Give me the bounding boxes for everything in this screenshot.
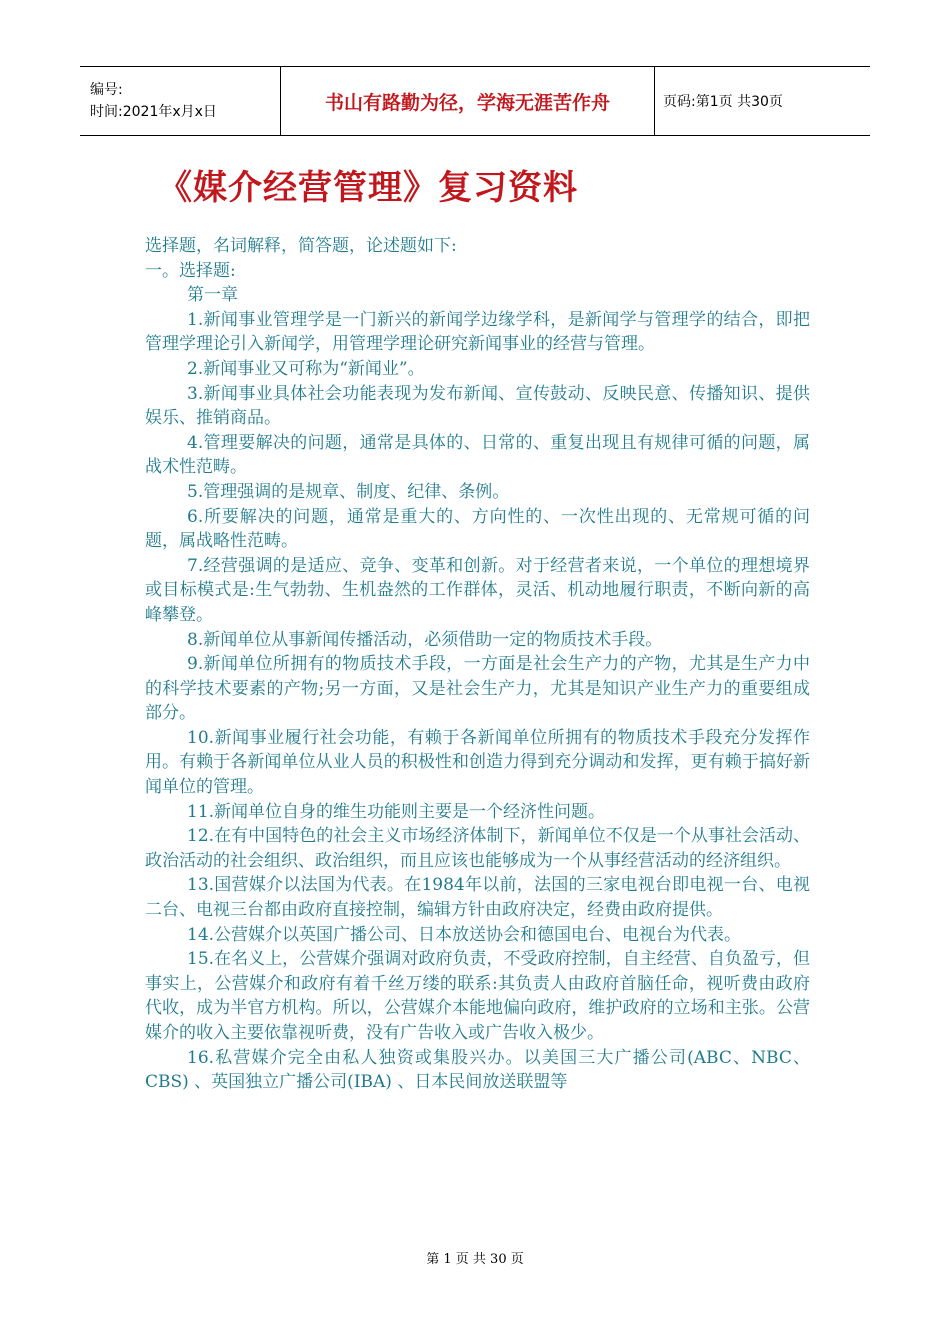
paragraph: 16.私营媒介完全由私人独资或集股兴办。以美国三大广播公司(ABC、NBC、CBS) 、英国独立广播公司(IBA) 、日本民间放送联盟等 [145,1047,810,1093]
paragraph: 15.在名义上，公营媒介强调对政府负责，不受政府控制，自主经营、自负盈亏，但事实上，公营媒介和政府有着千丝万缕的联系:其负责人由政府首脑任命，视听费由政府代收，成为半官方机构。所以，公营媒介本能地偏向政府，维护政府的立场和主张。公营媒介的收入主要依靠视听费，没有广告收入或广告收入极少。 [145,949,810,1043]
paragraph: 1.新闻事业管理学是一门新兴的新闻学边缘学科，是新闻学与管理学的结合，即把管理学理论引入新闻学，用管理学理论研究新闻事业的经营与管理。 [145,309,810,355]
paragraph: 7.经营强调的是适应、竞争、变革和创新。对于经营者来说，一个单位的理想境界或目标模式是:生气勃勃、生机盎然的工作群体，灵活、机动地履行职责，不断向新的高峰攀登。 [145,555,810,625]
paragraph: 8.新闻单位从事新闻传播活动，必须借助一定的物质技术手段。 [187,629,663,650]
paragraph: 11.新闻单位自身的维生功能则主要是一个经济性问题。 [187,801,606,822]
header-motto: 书山有路勤为径，学海无涯苦作舟 [281,67,655,135]
paragraph: 14.公营媒介以英国广播公司、日本放送协会和德国电台、电视台为代表。 [187,924,742,945]
paragraph: 13.国营媒介以法国为代表。在1984年以前，法国的三家电视台即电视一台、电视二台、电视三台都由政府直接控制，编辑方针由政府决定，经费由政府提供。 [145,875,810,921]
paragraph: 3.新闻事业具体社会功能表现为发布新闻、宣传鼓动、反映民意、传播知识、提供娱乐、推销商品。 [145,383,810,429]
paragraph: 6.所要解决的问题，通常是重大的、方向性的、一次性出现的、无常规可循的问题，属战略性范畴。 [145,506,810,552]
document-date: 时间:2021年x月x日 [90,104,217,120]
paragraph: 4.管理要解决的问题，通常是具体的、日常的、重复出现且有规律可循的问题，属战术性范畴。 [145,432,810,478]
paragraph: 10.新闻事业履行社会功能，有赖于各新闻单位所拥有的物质技术手段充分发挥作用。有赖于各新闻单位从业人员的积极性和创造力得到充分调动和发挥，更有赖于搞好新闻单位的管理。 [145,727,810,798]
paragraph: 2.新闻事业又可称为“新闻业”。 [187,358,425,379]
document-title: 《媒介经营管理》复习资料 [158,168,578,208]
paragraph: 9.新闻单位所拥有的物质技术手段，一方面是社会生产力的产物，尤其是生产力中的科学技术要素的产物;另一方面，又是社会生产力，尤其是知识产业生产力的重要组成部分。 [145,654,810,724]
section-heading: 一。选择题: [145,260,236,281]
document-body [145,234,810,1095]
header-meta [80,67,281,135]
paragraph: 12.在有中国特色的社会主义市场经济体制下，新闻单位不仅是一个从事社会活动、政治活动的社会组织、政治组织，而且应该也能够成为一个从事经营活动的经济组织。 [145,826,810,871]
document-number: 编号: [90,82,123,98]
page-header [80,66,870,136]
intro-line: 选择题，名词解释，简答题，论述题如下: [145,236,457,256]
header-page-info: 页码:第1页 共30页 [663,94,783,110]
paragraph: 5.管理强调的是规章、制度、纪律、条例。 [187,481,510,502]
page-footer: 第 1 页 共 30 页 [426,1252,524,1267]
chapter-heading: 第一章 [187,285,238,306]
